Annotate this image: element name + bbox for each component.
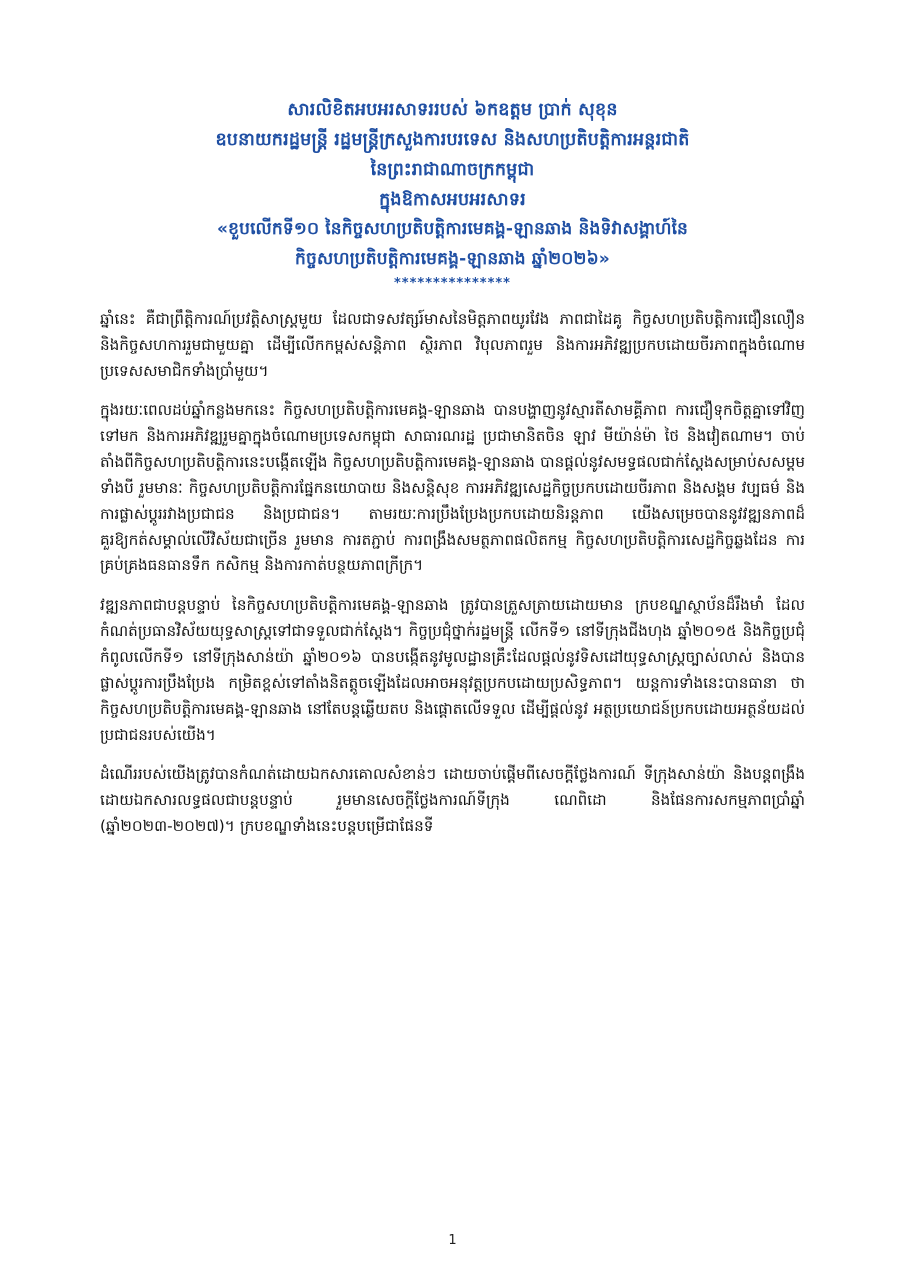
body-paragraph-3: វឌ្ឍនភាពជាបន្តបន្ទាប់ នៃកិច្ចសហប្រតិបត្តិការមេគង្គ-ឡានឆាង ត្រូវបានត្រួសត្រាយដោយមាន ក្របខណ្ឌស្ថាប័នដ៏រឹងមាំ ដែលកំណត់ប្រធានវិស័យយុទ្ធសាស្ត្រទៅជាទទួលជាក់ស្តែង។ កិច្ចប្រជុំថ្នាក់រដ្ឋមន្ត្រី លើកទី១ នៅទីក្រុងជីងហុង ឆ្នាំ២០១៥ និងកិច្ចប្រជុំកំពូលលើកទី១ នៅទីក្រុងសាន់យ៉ា ឆ្នាំ២០១៦ បានបង្កើតនូវមូលដ្ឋានគ្រឹះដែលផ្តល់នូវទិសដៅយុទ្ធសាស្ត្រច្បាស់លាស់ និងបានផ្លាស់ប្តូរការប្រឹងប្រែង កម្រិតខ្ពស់ទៅតាំងនិតត្តូចឡើងដែលអាចអនុវត្តប្រកបដោយប្រសិទ្ធភាព។ យន្តការទាំងនេះបានធានា ថា កិច្ចសហប្រតិបត្តិការមេគង្គ-ឡានឆាង នៅតែបន្តឆ្លើយតប និងផ្តោតលើទទួល ដើម្បីផ្តល់នូវ អត្ថប្រយោជន៍ប្រកបដោយអត្ថន័យដល់ប្រជាជនរបស់យើង។ <box>100 596 805 744</box>
subtitle-line-2: កិច្ចសហប្រតិបត្តិការមេគង្គ-ឡានឆាង ឆ្នាំ២០២៦» <box>294 248 610 269</box>
title-line-4: ក្នុងឱកាសអបអរសាទរ <box>379 190 526 211</box>
title-line-3: នៃព្រះរាជាណាចក្រកម្ពុជា <box>370 160 535 181</box>
page-number: 1 <box>448 1233 457 1248</box>
body-paragraph-1: ឆ្នាំនេះ គឺជាព្រឹត្តិការណ៍ប្រវត្តិសាស្ត្រមួយ ដែលជាទសវត្សរ៍មាសនៃមិត្តភាពយូរវែង ភាពជាដៃគូ កិច្ចសហប្រតិបត្តិការជឿនលឿន និងកិច្ចសហការរួមជាមួយគ្នា ដើម្បីលើកកម្ពស់សន្តិភាព ស្ថិរភាព វិបុលភាពរួម និងការអភិវឌ្ឍប្រកបដោយចីរភាពក្នុងចំណោមប្រទេសសមាជិកទាំងប្រាំមួយ។ <box>100 309 805 380</box>
document-title-block <box>100 95 805 274</box>
body-paragraph-2: ក្នុងរយៈពេលដប់ឆ្នាំកន្លងមកនេះ កិច្ចសហប្រតិបត្តិការមេគង្គ-ឡានឆាង បានបង្ហាញនូវស្មារតីសាមគ្គីភាព ការជឿទុកចិត្តគ្នាទៅវិញទៅមក និងការអភិវឌ្ឍរួមគ្នាក្នុងចំណោមប្រទេសកម្ពុជា សាធារណរដ្ឋ ប្រជាមានិតចិន ឡាវ មីយ៉ាន់ម៉ា ថៃ និងវៀតណាម។ ចាប់តាំងពីកិច្ចសហប្រតិបត្តិការនេះបង្កើតឡើង កិច្ចសហប្រតិបត្តិការមេគង្គ-ឡានឆាង បានផ្តល់នូវសមទ្ធផលជាក់ស្តែងសម្រាប់សសម្តមទាំងបី រួមមានៈ កិច្ចសហប្រតិបត្តិការផ្នែកនយោបាយ និងសន្តិសុខ ការអភិវឌ្ឍសេដ្ឋកិច្ចប្រកបដោយចីរភាព និងសង្គម វប្បធម៌ និងការផ្លាស់ប្តូររវាងប្រជាជន និងប្រជាជន។ តាមរយៈការប្រឹងប្រែងប្រកបដោយនិរន្តភាព យើងសម្រេចបាននូវវឌ្ឍនភាពដ៏គួរឱ្យកត់សម្គាល់លើវិស័យជាច្រើន រួមមាន ការតភ្ជាប់ ការពង្រឹងសមត្ថភាពផលិតកម្ម កិច្ចសហប្រតិបត្តិការសេដ្ឋកិច្ចឆ្លងដែន ការគ្រប់គ្រងធនធានទឹក កសិកម្ម និងការកាត់បន្ថយភាពក្រីក្រ។ <box>100 401 805 575</box>
title-separator: *************** <box>394 275 511 291</box>
body-paragraph-4: ដំណើររបស់យើងត្រូវបានកំណត់ដោយឯកសារគោលសំខាន់ៗ ដោយចាប់ផ្តើមពីសេចក្តីថ្លែងការណ៍ ទីក្រុងសាន់យ៉ា និងបន្តពង្រឹងដោយឯកសារលទ្ធផលជាបន្តបន្ទាប់ រួមមានសេចក្តីថ្លែងការណ៍ទីក្រុង ណេពិដោ និងផែនការសកម្មភាពប្រាំឆ្នាំ (ឆ្នាំ២០២៣-២០២៧)។ ក្របខណ្ឌទាំងនេះបន្តបម្រើជាផែនទី <box>100 765 805 836</box>
subtitle-line-1: «ខួបលើកទី១០ នៃកិច្ចសហប្រតិបត្តិការមេគង្គ-ឡានឆាង និងទិវាសង្គាហ៍នៃ <box>216 219 689 240</box>
title-line-2: ឧបនាយករដ្ឋមន្ត្រី រដ្ឋមន្ត្រីក្រសួងការបរទេស និងសហប្រតិបត្តិការអន្តរជាតិ <box>215 130 690 151</box>
title-line-1: សារលិខិតអបអរសាទររបស់ ៦កឧត្តម ប្រាក់ សុខុន <box>287 100 618 120</box>
